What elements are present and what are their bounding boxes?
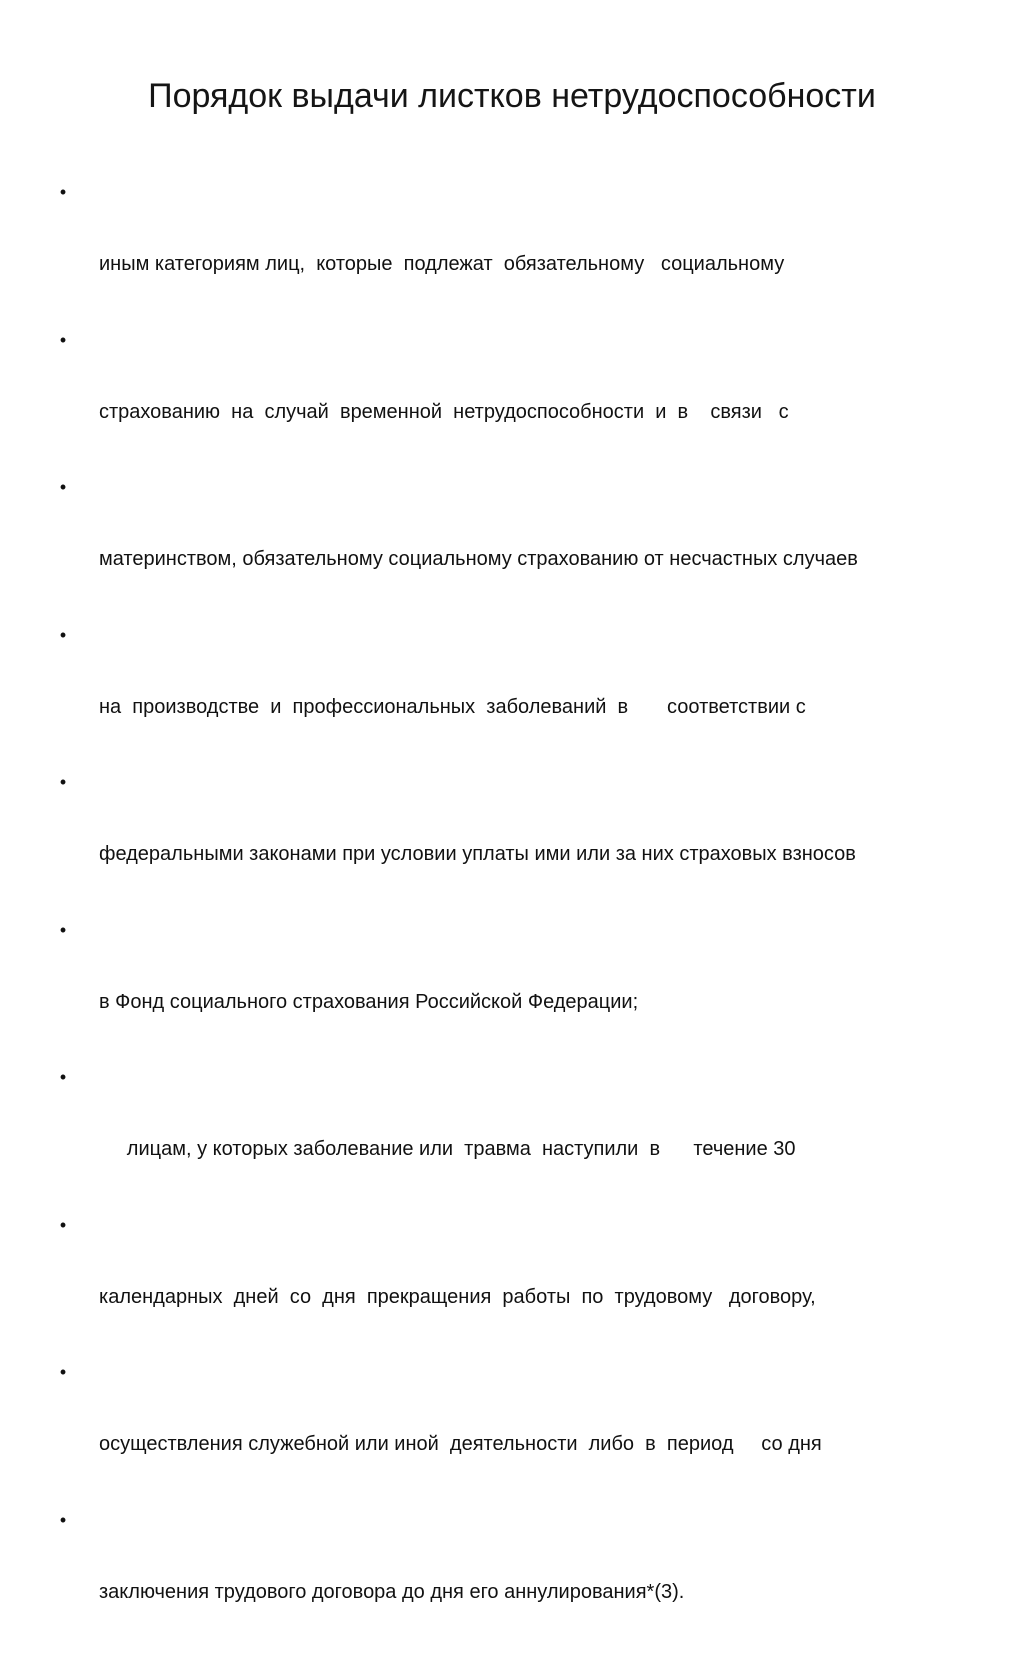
- bullet-icon: •: [59, 624, 67, 645]
- bullet-icon: •: [59, 1067, 67, 1087]
- bullet-list: [56, 180, 956, 1655]
- bullet-icon: •: [59, 182, 67, 202]
- list-item-text: федеральными законами при условии уплаты ими или за них страховых взносов: [99, 843, 856, 865]
- list-item-text: иным категориям лиц, которые подлежат обязательному социальному: [99, 253, 785, 275]
- bullet-icon: •: [59, 1509, 67, 1530]
- bullet-icon: •: [59, 329, 67, 350]
- list-item: [56, 1508, 956, 1652]
- slide-title: Порядок выдачи листков нетрудоспособности: [148, 77, 876, 115]
- bullet-icon: •: [59, 1214, 67, 1235]
- list-item: [56, 328, 956, 472]
- list-item-text: осуществления служебной или иной деятельности либо в период со дня: [99, 1433, 822, 1455]
- list-item: [56, 1065, 956, 1209]
- list-item-text: лицам, у которых заболевание или травма наступили в течение 30: [99, 1138, 796, 1160]
- list-item: [56, 1213, 956, 1357]
- list-item: [56, 623, 956, 767]
- list-item-text: на производстве и профессиональных заболеваний в соответствии с: [99, 695, 806, 718]
- list-item-text: календарных дней со дня прекращения работы по трудовому договору,: [99, 1285, 816, 1308]
- list-item-text: заключения трудового договора до дня его аннулирования*(3).: [99, 1580, 685, 1603]
- bullet-icon: •: [59, 919, 67, 940]
- list-item: [56, 475, 956, 619]
- list-item: [56, 770, 956, 914]
- list-item-text: в Фонд социального страхования Российской Федерации;: [99, 990, 639, 1013]
- list-item-text: материнством, обязательному социальному страхованию от несчастных случаев: [99, 548, 858, 570]
- bullet-icon: •: [59, 772, 67, 792]
- bullet-icon: •: [59, 1362, 67, 1382]
- list-item: [56, 180, 956, 324]
- list-item: [56, 1360, 956, 1504]
- bullet-icon: •: [59, 477, 67, 497]
- list-item-text: страхованию на случай временной нетрудоспособности и в связи с: [99, 400, 789, 423]
- list-item: [56, 918, 956, 1062]
